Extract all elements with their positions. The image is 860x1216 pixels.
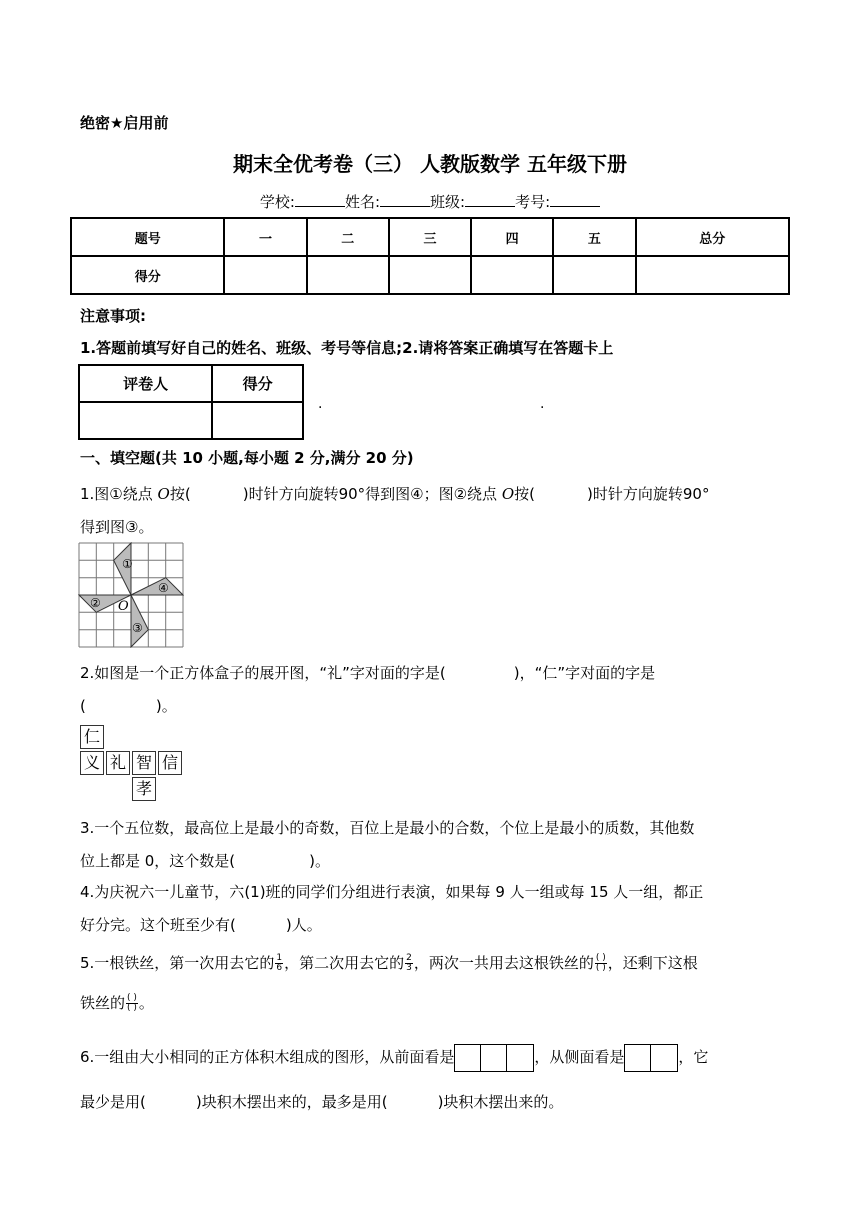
center-label: O bbox=[118, 599, 129, 614]
confidential-mark: 绝密★启用前 bbox=[80, 114, 169, 132]
q6-text: ，从侧面看是 bbox=[534, 1048, 625, 1066]
q5-text: ，第二次用去它的 bbox=[284, 954, 405, 972]
q6-text: )块积木摆出来的。 bbox=[437, 1093, 564, 1111]
q2-text: )，“仁”字对面的字是 bbox=[513, 664, 656, 682]
fraction-two-thirds: $\frac{2}{3}$ bbox=[406, 953, 412, 973]
question-4 bbox=[80, 876, 785, 942]
page-title: 期末全优考卷（三） 人教版数学 五年级下册 bbox=[233, 152, 627, 176]
label-2: ② bbox=[90, 596, 101, 610]
side-view-figure bbox=[624, 1044, 678, 1072]
q2-text: )。 bbox=[155, 697, 177, 715]
q2-text: 2.如图是一个正方体盒子的展开图，“礼”字对面的字是( bbox=[80, 664, 446, 682]
score-table-score-row bbox=[71, 256, 789, 294]
q5-text: ，还剩下这根 bbox=[607, 954, 698, 972]
q3-text: 位上都是 0，这个数是( bbox=[80, 852, 236, 870]
score-header-cell: 题号 bbox=[71, 218, 224, 256]
question-5 bbox=[80, 943, 785, 1023]
q5-text: 5.一根铁丝，第一次用去它的 bbox=[80, 954, 275, 972]
label-3: ③ bbox=[132, 621, 143, 635]
fraction-one-sixth: $\frac{1}{6}$ bbox=[276, 953, 283, 973]
school-label: 学校: bbox=[259, 193, 295, 211]
score-input-cell[interactable] bbox=[389, 256, 471, 294]
section-title: 一、填空题(共 10 小题,每小题 2 分,满分 20 分) bbox=[80, 449, 414, 467]
score-input-cell[interactable] bbox=[471, 256, 553, 294]
net-cell: 孝 bbox=[132, 777, 156, 801]
stray-dot: . bbox=[318, 396, 323, 412]
q4-text: 好分完。这个班至少有( bbox=[80, 916, 236, 934]
score-input-cell[interactable] bbox=[636, 256, 789, 294]
exam-no-blank[interactable] bbox=[550, 192, 600, 207]
q5-text: ，两次一共用去这根铁丝的 bbox=[413, 954, 594, 972]
notice-text: 1.答题前填写好自己的姓名、班级、考号等信息;2.请将答案正确填写在答题卡上 bbox=[80, 339, 614, 357]
rotation-figure bbox=[78, 542, 184, 648]
grader-table bbox=[78, 364, 304, 440]
grader-score-label: 得分 bbox=[212, 365, 303, 402]
score-table bbox=[70, 217, 790, 295]
score-header-cell: 总分 bbox=[636, 218, 789, 256]
stray-dot: . bbox=[540, 396, 545, 412]
q2-text: ( bbox=[80, 697, 86, 715]
question-6 bbox=[80, 1035, 785, 1125]
net-cell: 仁 bbox=[80, 725, 104, 749]
q4-text: 4.为庆祝六一儿童节，六(1)班的同学们分组进行表演，如果每 9 人一组或每 15 人一组，都正 bbox=[80, 883, 704, 901]
q4-text: )人。 bbox=[285, 916, 322, 934]
label-1: ① bbox=[122, 557, 133, 571]
grader-label: 评卷人 bbox=[79, 365, 212, 402]
point-o-label: O bbox=[501, 485, 515, 503]
class-label: 班级: bbox=[430, 193, 466, 211]
score-header-cell: 五 bbox=[553, 218, 635, 256]
q1-text: 按( bbox=[169, 485, 191, 503]
q1-text: 按( bbox=[514, 485, 536, 503]
fraction-answer-blank[interactable]: $\frac{( )}{( )}$ bbox=[127, 993, 137, 1013]
score-input-cell[interactable] bbox=[553, 256, 635, 294]
q1-text: )时针方向旋转90°得到图④；图②绕点 bbox=[242, 485, 498, 503]
score-header-cell: 一 bbox=[224, 218, 306, 256]
label-4: ④ bbox=[158, 581, 169, 595]
q5-text: 铁丝的 bbox=[80, 994, 126, 1012]
q6-text: ，它 bbox=[678, 1048, 709, 1066]
grader-score-input-cell[interactable] bbox=[212, 402, 303, 439]
score-input-cell[interactable] bbox=[224, 256, 306, 294]
question-1 bbox=[80, 478, 785, 544]
notice-heading: 注意事项: bbox=[80, 307, 146, 325]
net-cell: 信 bbox=[158, 751, 182, 775]
q1-text: )时针方向旋转90° bbox=[587, 485, 710, 503]
net-cell: 礼 bbox=[106, 751, 130, 775]
q3-text: )。 bbox=[309, 852, 331, 870]
score-input-cell[interactable] bbox=[307, 256, 389, 294]
score-header-cell: 四 bbox=[471, 218, 553, 256]
score-table-header-row bbox=[71, 218, 789, 256]
q3-text: 3.一个五位数，最高位上是最小的奇数，百位上是最小的合数，个位上是最小的质数，其他数 bbox=[80, 819, 695, 837]
point-o-label: O bbox=[157, 485, 170, 503]
q6-text: )块积木摆出来的，最多是用( bbox=[195, 1093, 388, 1111]
shape-4 bbox=[131, 578, 183, 595]
name-label: 姓名: bbox=[344, 193, 380, 211]
class-blank[interactable] bbox=[465, 192, 515, 207]
question-3 bbox=[80, 812, 785, 878]
q1-text: 得到图③。 bbox=[80, 518, 154, 536]
score-header-cell: 三 bbox=[389, 218, 471, 256]
question-2 bbox=[80, 657, 785, 723]
grader-input-cell[interactable] bbox=[79, 402, 212, 439]
score-header-cell: 二 bbox=[307, 218, 389, 256]
q6-text: 最少是用( bbox=[80, 1093, 146, 1111]
score-row-label: 得分 bbox=[71, 256, 224, 294]
school-blank[interactable] bbox=[295, 192, 345, 207]
net-cell: 义 bbox=[80, 751, 104, 775]
q6-text: 6.一组由大小相同的正方体积木组成的图形，从前面看是 bbox=[80, 1048, 455, 1066]
fraction-answer-blank[interactable]: $\frac{( )}{( )}$ bbox=[595, 953, 606, 973]
net-cell: 智 bbox=[132, 751, 156, 775]
front-view-figure bbox=[454, 1044, 534, 1072]
name-blank[interactable] bbox=[380, 192, 430, 207]
q1-text: 1.图①绕点 bbox=[80, 485, 153, 503]
exam-no-label: 考号: bbox=[515, 193, 551, 211]
student-info-line bbox=[0, 191, 860, 212]
q5-text: 。 bbox=[138, 994, 154, 1012]
